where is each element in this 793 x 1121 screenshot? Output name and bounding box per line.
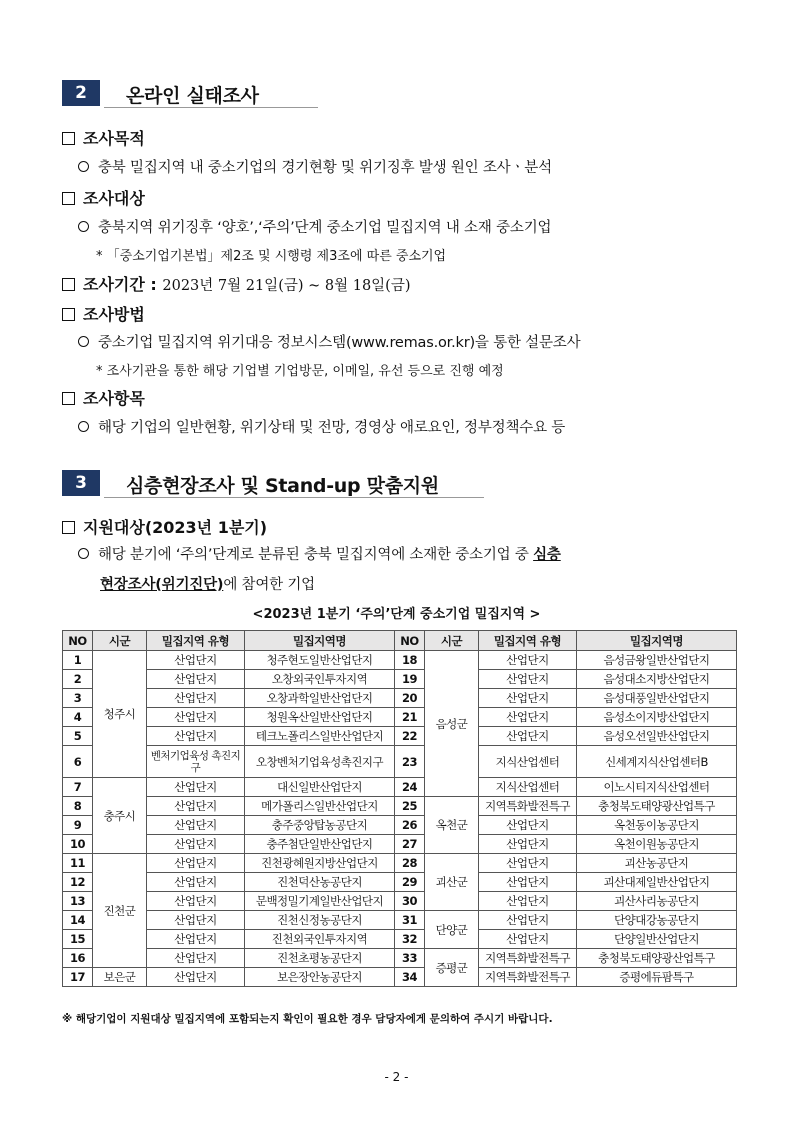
cluster-name: 증평에듀팜특구 [577,968,737,987]
purpose-bullet: 충북 밀집지역 내 중소기업의 경기현황 및 위기징후 발생 원인 조사ㆍ분석 [78,156,552,177]
cluster-type: 산업단지 [147,968,245,987]
row-no: 6 [63,746,93,778]
method-heading: 조사방법 [62,302,145,325]
cluster-name: 오창벤처기업육성촉진지구 [245,746,395,778]
cluster-type: 산업단지 [479,873,577,892]
row-no: 5 [63,727,93,746]
row-no: 7 [63,778,93,797]
cluster-type: 산업단지 [479,670,577,689]
cluster-name: 문백정밀기계일반산업단지 [245,892,395,911]
table-header-cell: 밀집지역 유형 [147,631,245,651]
divider [104,497,484,498]
table-row [63,835,737,854]
row-no: 28 [395,854,425,873]
target-heading: 조사대상 [62,186,145,209]
row-no: 16 [63,949,93,968]
row-no: 3 [63,689,93,708]
cluster-name: 음성대풍일반산업단지 [577,689,737,708]
row-no: 26 [395,816,425,835]
table-header-cell: 밀집지역명 [245,631,395,651]
table-header-row [63,631,737,651]
city-cell: 단양군 [425,911,479,949]
cluster-name: 오창외국인투자지역 [245,670,395,689]
checkbox-icon [62,278,75,291]
footnote: ※ 해당기업이 지원대상 밀집지역에 포함되는지 확인이 필요한 경우 담당자에게 문의하여 주시기 바랍니다. [62,1013,553,1025]
row-no: 15 [63,930,93,949]
cluster-type: 산업단지 [147,930,245,949]
row-no: 11 [63,854,93,873]
row-no: 23 [395,746,425,778]
cluster-name: 보은장안농공단지 [245,968,395,987]
cluster-type: 산업단지 [479,930,577,949]
checkbox-icon [62,308,75,321]
period-heading: 조사기간 : 2023년 7월 21일(금) ~ 8월 18일(금) [62,272,411,295]
cluster-type: 산업단지 [147,727,245,746]
cluster-type: 벤처기업육성 촉진지구 [147,746,245,778]
cluster-type: 산업단지 [147,689,245,708]
circle-bullet-icon [78,221,89,232]
row-no: 27 [395,835,425,854]
row-no: 33 [395,949,425,968]
table-row [63,670,737,689]
row-no: 4 [63,708,93,727]
cluster-type: 산업단지 [147,651,245,670]
table-row [63,689,737,708]
city-cell: 음성군 [425,651,479,797]
cluster-type: 산업단지 [147,873,245,892]
table-row [63,727,737,746]
row-no: 34 [395,968,425,987]
support-bullet: 해당 분기에 ‘주의’단계로 분류된 충북 밀집지역에 소재한 중소기업 중 심층 [78,543,561,564]
cluster-type: 지식산업센터 [479,746,577,778]
city-cell: 진천군 [93,854,147,968]
cluster-name: 음성오선일반산업단지 [577,727,737,746]
cluster-name: 충주첨단일반산업단지 [245,835,395,854]
cluster-type: 산업단지 [479,816,577,835]
cluster-name: 진천광혜원지방산업단지 [245,854,395,873]
row-no: 8 [63,797,93,816]
cluster-name: 이노시티지식산업센터 [577,778,737,797]
circle-bullet-icon [78,336,89,347]
cluster-type: 산업단지 [147,835,245,854]
section-title: 온라인 실태조사 [126,85,259,107]
row-no: 18 [395,651,425,670]
table-row [63,854,737,873]
row-no: 10 [63,835,93,854]
cluster-name: 괴산농공단지 [577,854,737,873]
table-header-cell: NO [395,631,425,651]
city-cell: 보은군 [93,968,147,987]
row-no: 31 [395,911,425,930]
cluster-type: 산업단지 [479,854,577,873]
cluster-type: 지역특화발전특구 [479,968,577,987]
table-row [63,816,737,835]
city-cell: 옥천군 [425,797,479,854]
support-bullet-cont: 현장조사(위기진단)에 참여한 기업 [100,577,315,593]
cluster-name: 충청북도태양광산업특구 [577,949,737,968]
table-row [63,797,737,816]
cluster-type: 산업단지 [147,854,245,873]
cluster-name: 신세계지식산업센터B [577,746,737,778]
circle-bullet-icon [78,421,89,432]
table-header-cell: 시군 [425,631,479,651]
cluster-type: 산업단지 [147,816,245,835]
table-row [63,746,737,778]
cluster-name: 옥천이원농공단지 [577,835,737,854]
table-row [63,930,737,949]
table-row [63,892,737,911]
divider [104,107,318,108]
checkbox-icon [62,392,75,405]
table-row [63,651,737,670]
city-cell: 충주시 [93,778,147,854]
table-row [63,708,737,727]
method-note: * 조사기관을 통한 해당 기업별 기업방문, 이메일, 유선 등으로 진행 예정 [96,364,504,379]
target-bullet: 충북지역 위기징후 ‘양호’,‘주의’단계 중소기업 밀집지역 내 소재 중소기업 [78,216,551,237]
cluster-name: 괴산사리농공단지 [577,892,737,911]
page-number: - 2 - [384,1070,409,1084]
cluster-type: 산업단지 [479,708,577,727]
cluster-type: 산업단지 [147,708,245,727]
table-header-cell: 시군 [93,631,147,651]
cluster-type: 산업단지 [147,797,245,816]
cluster-name: 테크노폴리스일반산업단지 [245,727,395,746]
row-no: 14 [63,911,93,930]
cluster-type: 산업단지 [479,689,577,708]
cluster-name: 메가폴리스일반산업단지 [245,797,395,816]
circle-bullet-icon [78,548,89,559]
cluster-name: 괴산대제일반산업단지 [577,873,737,892]
row-no: 9 [63,816,93,835]
cluster-type: 산업단지 [147,670,245,689]
table-row [63,911,737,930]
cluster-name: 단양대강농공단지 [577,911,737,930]
cluster-name: 충청북도태양광산업특구 [577,797,737,816]
table-row [63,778,737,797]
row-no: 13 [63,892,93,911]
cluster-type: 산업단지 [479,727,577,746]
cluster-type: 지역특화발전특구 [479,797,577,816]
cluster-type: 지식산업센터 [479,778,577,797]
city-cell: 괴산군 [425,854,479,911]
row-no: 21 [395,708,425,727]
section-number: 3 [62,470,100,496]
row-no: 19 [395,670,425,689]
row-no: 32 [395,930,425,949]
cluster-name: 대신일반산업단지 [245,778,395,797]
cluster-name: 음성소이지방산업단지 [577,708,737,727]
table-header-cell: 밀집지역명 [577,631,737,651]
cluster-name: 진천외국인투자지역 [245,930,395,949]
purpose-heading: 조사목적 [62,126,145,149]
items-heading: 조사항목 [62,386,145,409]
section-title: 심층현장조사 및 Stand-up 맞춤지원 [126,475,439,497]
cluster-name: 옥천동이농공단지 [577,816,737,835]
cluster-type: 지역특화발전특구 [479,949,577,968]
row-no: 1 [63,651,93,670]
cluster-type: 산업단지 [147,949,245,968]
table-header-cell: 밀집지역 유형 [479,631,577,651]
table-header-cell: NO [63,631,93,651]
items-bullet: 해당 기업의 일반현황, 위기상태 및 전망, 경영상 애로요인, 정부정책수요 등 [78,416,565,437]
cluster-name: 음성대소지방산업단지 [577,670,737,689]
table-row [63,949,737,968]
cluster-name: 충주중앙탑농공단지 [245,816,395,835]
cluster-name: 오창과학일반산업단지 [245,689,395,708]
cluster-name: 진천신정농공단지 [245,911,395,930]
city-cell: 청주시 [93,651,147,778]
circle-bullet-icon [78,161,89,172]
section-number: 2 [62,80,100,106]
row-no: 30 [395,892,425,911]
method-bullet: 중소기업 밀집지역 위기대응 정보시스템(www.remas.or.kr)을 통한 설문조사 [78,331,580,352]
cluster-type: 산업단지 [479,911,577,930]
table-title: <2023년 1분기 ‘주의’단계 중소기업 밀집지역 > [252,607,541,622]
row-no: 17 [63,968,93,987]
row-no: 25 [395,797,425,816]
support-heading: 지원대상(2023년 1분기) [62,515,267,538]
cluster-type: 산업단지 [479,835,577,854]
row-no: 24 [395,778,425,797]
cluster-type: 산업단지 [479,892,577,911]
row-no: 20 [395,689,425,708]
checkbox-icon [62,132,75,145]
cluster-name: 청원옥산일반산업단지 [245,708,395,727]
table-row [63,873,737,892]
cluster-name: 단양일반산업단지 [577,930,737,949]
city-cell: 증평군 [425,949,479,987]
cluster-type: 산업단지 [147,778,245,797]
row-no: 29 [395,873,425,892]
cluster-name: 음성금왕일반산업단지 [577,651,737,670]
cluster-type: 산업단지 [479,651,577,670]
cluster-table [62,630,737,987]
cluster-type: 산업단지 [147,892,245,911]
table-row [63,968,737,987]
cluster-type: 산업단지 [147,911,245,930]
cluster-name: 진천초평농공단지 [245,949,395,968]
checkbox-icon [62,521,75,534]
cluster-name: 청주현도일반산업단지 [245,651,395,670]
row-no: 12 [63,873,93,892]
cluster-name: 진천덕산농공단지 [245,873,395,892]
target-note: * 「중소기업기본법」제2조 및 시행령 제3조에 따른 중소기업 [96,249,447,264]
row-no: 22 [395,727,425,746]
checkbox-icon [62,192,75,205]
row-no: 2 [63,670,93,689]
